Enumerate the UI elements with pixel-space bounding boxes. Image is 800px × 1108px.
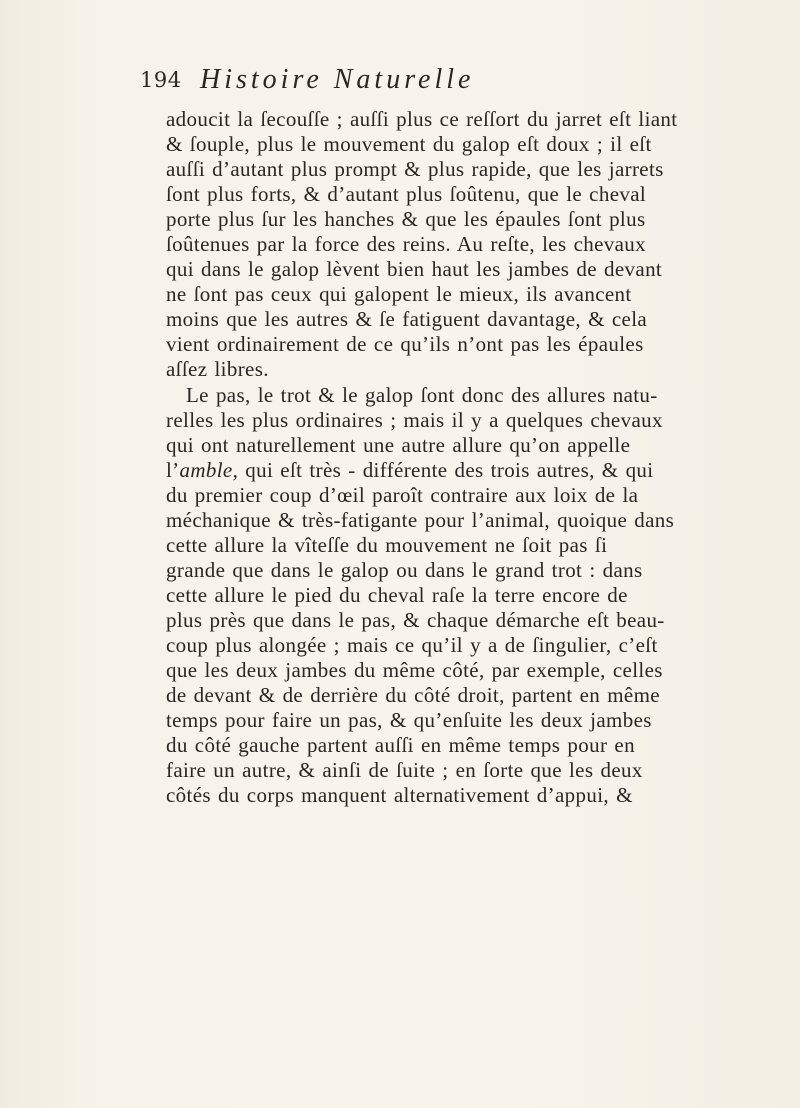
text-line: & ſouple, plus le mouvement du galop eſt doux ; il eſt: [166, 132, 652, 156]
text-line: adoucit la ſecouſſe ; auſſi plus ce reſſort du jarret eſt liant: [166, 107, 678, 131]
text-line: relles les plus ordinaires ; mais il y a quelques chevaux: [166, 408, 663, 432]
text-line: temps pour faire un pas, & qu’enſuite les deux jambes: [166, 708, 652, 732]
text-line: coup plus alongée ; mais ce qu’il y a de ſingulier, c’eſt: [166, 633, 658, 657]
text-line: qui ont naturellement une autre allure qu’on appelle: [166, 433, 631, 457]
text-line: auſſi d’autant plus prompt & plus rapide, que les jarrets: [166, 157, 664, 181]
text-line: du premier coup d’œil paroît contraire aux loix de la: [166, 483, 639, 507]
text-fragment: qui eſt très - différente des trois autres, & qui: [238, 458, 654, 482]
text-line: que les deux jambes du même côté, par exemple, celles: [166, 658, 663, 682]
text-line: ſont plus forts, & d’autant plus ſoûtenu, que le cheval: [166, 182, 647, 206]
text-line: plus près que dans le pas, & chaque démarche eſt beau-: [166, 608, 665, 632]
text-line: moins que les autres & ſe fatiguent davantage, & cela: [166, 307, 648, 331]
text-line: ne ſont pas ceux qui galopent le mieux, ils avancent: [166, 282, 632, 306]
italic-term-amble: amble,: [179, 458, 239, 482]
text-fragment: l’: [166, 458, 180, 482]
text-line: côtés du corps manquent alternativement d’appui, &: [166, 783, 633, 807]
page-header: [140, 64, 640, 98]
text-line: du côté gauche partent auſſi en même temps pour en: [166, 733, 635, 757]
text-line: qui dans le galop lèvent bien haut les jambes de devant: [166, 257, 663, 281]
paragraph-first-line: Le pas, le trot & le galop ſont donc des allures natu-: [186, 383, 658, 407]
text-line: porte plus ſur les hanches & que les épaules ſont plus: [166, 207, 646, 231]
text-line: grande que dans le galop ou dans le grand trot : dans: [166, 558, 643, 582]
text-line: cette allure le pied du cheval raſe la terre encore de: [166, 583, 628, 607]
page-number: 194: [140, 68, 182, 92]
text-line: méchanique & très-fatigante pour l’animal, quoique dans: [166, 508, 675, 532]
text-line: faire un autre, & ainſi de ſuite ; en ſorte que les deux: [166, 758, 643, 782]
text-line-with-italic: [166, 458, 653, 482]
text-line: cette allure la vîteſſe du mouvement ne ſoit pas ſi: [166, 533, 608, 557]
text-line: vient ordinairement de ce qu’ils n’ont pas les épaules: [166, 332, 644, 356]
text-line: ſoûtenues par la force des reins. Au reſte, les chevaux: [166, 232, 646, 256]
text-line: aſſez libres.: [166, 357, 269, 381]
running-title: Histoire Naturelle: [200, 64, 475, 95]
text-line: de devant & de derrière du côté droit, partent en même: [166, 683, 660, 707]
